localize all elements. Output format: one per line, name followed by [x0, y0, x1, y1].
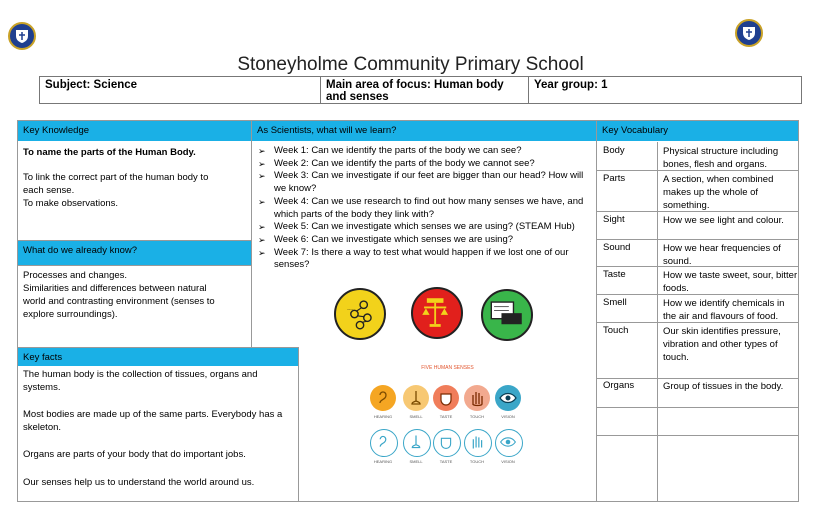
vocab-term: Sound: [603, 242, 631, 253]
key-facts-body: [23, 368, 293, 489]
key-fact: The human body is the collection of tissues, organs and systems.: [23, 369, 258, 393]
sense-label: VISION: [501, 459, 515, 464]
vocab-definition: How we see light and colour.: [663, 215, 784, 226]
school-name: Stoneyholme Community Primary School: [237, 54, 584, 75]
vocab-definition: A section, when combined makes up the whole of something.: [663, 174, 774, 211]
key-fact: Our senses help us to understand the world around us.: [23, 477, 255, 488]
research-computer-badge-icon: [481, 289, 533, 341]
vocab-term: Smell: [603, 297, 627, 308]
eye-icon: [495, 385, 521, 411]
vocab-definition: How we taste sweet, sour, bitter foods.: [663, 270, 798, 294]
nose-icon: [403, 385, 429, 411]
five-senses-image: [299, 348, 596, 501]
key-knowledge-heading: Key Knowledge: [18, 121, 251, 141]
key-facts-heading: Key facts: [18, 348, 298, 366]
senses-title: FIVE HUMAN SENSES: [421, 365, 474, 371]
crest-shield-icon: [740, 24, 758, 42]
vocab-definition: How we identify chemicals in the air and flavours of food.: [663, 298, 785, 322]
week-item: ➢ Week 6: Can we investigate which senses we are using?: [255, 234, 592, 247]
already-know-line: Similarities and differences between natural: [23, 283, 207, 294]
header-row: [39, 76, 802, 104]
focus-line1: Main area of focus: Human body: [326, 79, 504, 91]
vocab-definition: Our skin identifies pressure, vibration and other types of touch.: [663, 326, 781, 363]
sense-label: VISION: [501, 414, 515, 419]
already-know-body: [23, 269, 248, 321]
vocab-definition: Physical structure including bones, flesh and organs.: [663, 146, 779, 170]
vocab-term: Organs: [603, 380, 635, 391]
eye-outline-icon: [495, 429, 523, 457]
week-item: ➢ Week 1: Can we identify the parts of the body we can see?: [255, 145, 592, 158]
vocab-heading: Key Vocabulary: [597, 121, 798, 141]
tongue-icon: [433, 385, 459, 411]
week-item: ➢ Week 7: Is there a way to test what would happen if we lost one of our senses?: [255, 247, 592, 272]
key-fact: Organs are parts of your body that do important jobs.: [23, 449, 246, 460]
tongue-outline-icon: [433, 429, 461, 457]
working-scientifically-badge-icon: [334, 288, 386, 340]
vocab-term: Taste: [603, 269, 626, 280]
hand-icon: [464, 385, 490, 411]
already-know-line: explore surroundings).: [23, 309, 118, 320]
scales-badge-icon: [411, 287, 463, 339]
focus-line2: and senses: [326, 91, 389, 103]
vocab-definition: Group of tissues in the body.: [663, 381, 784, 392]
ear-outline-icon: [370, 429, 398, 457]
key-knowledge-line1: To link the correct part of the human body to: [23, 172, 209, 183]
vocab-term: Parts: [603, 173, 626, 184]
week-item: ➢ Week 5: Can we investigate which senses we are using? (STEAM Hub): [255, 221, 592, 234]
week-item: ➢ Week 4: Can we use research to find out how many senses we have, and which parts of the body they link with?: [255, 196, 592, 221]
subject-cell: Subject: Science: [45, 79, 138, 91]
already-know-line: Processes and changes.: [23, 270, 128, 281]
key-fact: Most bodies are made up of the same parts. Everybody has a skeleton.: [23, 409, 283, 433]
key-knowledge-line3: To make observations.: [23, 198, 119, 209]
vocab-definition: How we hear frequencies of sound.: [663, 243, 781, 267]
week-item: ➢ Week 3: Can we investigate if our feet are bigger than our head? How will we know?: [255, 170, 592, 195]
sense-label: SMELL: [409, 414, 423, 419]
learn-heading: As Scientists, what will we learn?: [252, 121, 596, 141]
sense-label: TASTE: [439, 414, 453, 419]
crest-shield-icon: [13, 27, 31, 45]
key-knowledge-bold: To name the parts of the Human Body.: [23, 147, 196, 158]
sense-label: TOUCH: [469, 414, 485, 419]
already-know-line: world and contrasting environment (senses to: [23, 296, 215, 307]
week-item: ➢ Week 2: Can we identify the parts of the body we cannot see?: [255, 158, 592, 171]
key-knowledge-body: [23, 146, 248, 210]
ear-icon: [370, 385, 396, 411]
hand-outline-icon: [464, 429, 492, 457]
school-crest-right: [735, 19, 763, 47]
weeks-list-wrap: [255, 145, 592, 272]
vocab-term: Touch: [603, 325, 629, 336]
nose-outline-icon: [403, 429, 431, 457]
already-know-heading: What do we already know?: [18, 241, 251, 265]
focus-cell: [320, 77, 528, 103]
svg-text:~~~~: ~~~~: [347, 308, 354, 312]
sense-label: HEARING: [373, 414, 393, 419]
sense-label: SMELL: [409, 459, 423, 464]
sense-label: TASTE: [439, 459, 453, 464]
sense-label: HEARING: [373, 459, 393, 464]
vocab-term: Body: [603, 145, 625, 156]
sense-label: TOUCH: [469, 459, 485, 464]
year-group-cell: Year group: 1: [528, 77, 801, 103]
vocab-term: Sight: [603, 214, 625, 225]
weeks-list: [255, 145, 592, 272]
school-crest-left: [8, 22, 36, 50]
key-knowledge-line2: each sense.: [23, 185, 75, 196]
